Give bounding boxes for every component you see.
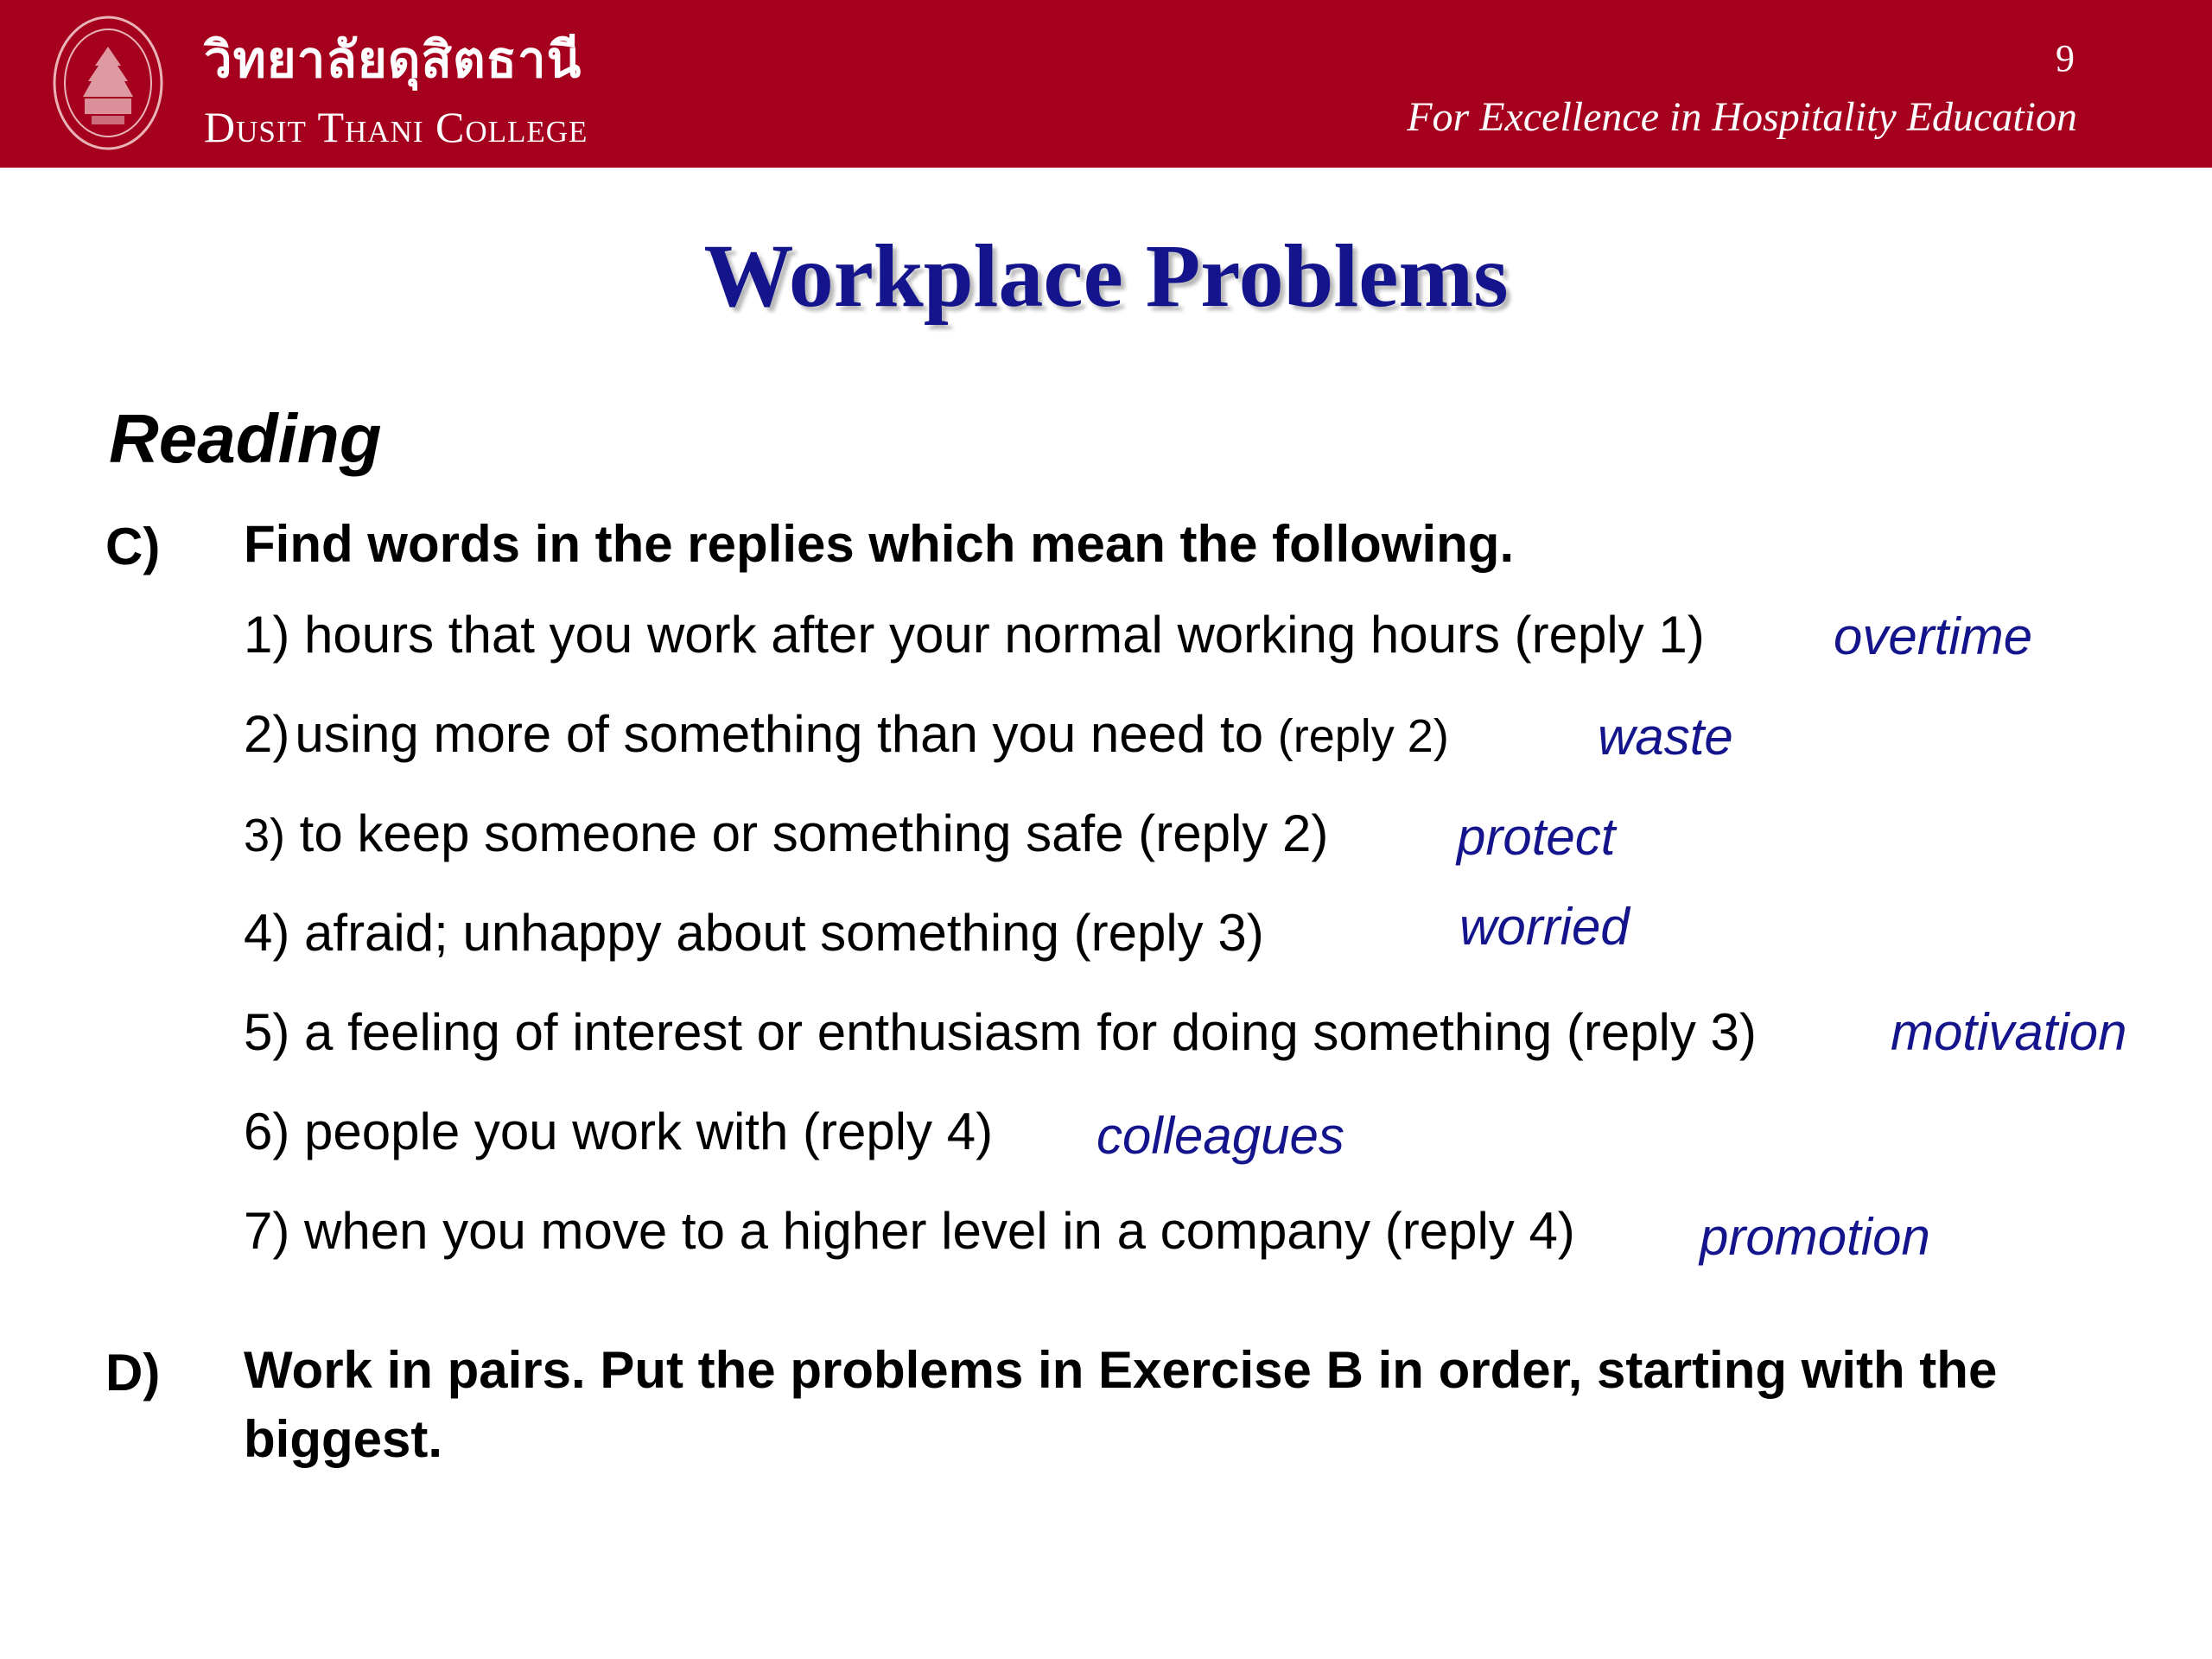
answer-word: worried: [1459, 898, 1630, 956]
page-number: 9: [2056, 37, 2075, 79]
item-number: 7): [244, 1202, 290, 1260]
item-text: hours that you work after your normal working hours (reply 1): [289, 606, 1705, 664]
college-name-english: Dusit Thani College: [204, 103, 588, 151]
answer-word: overtime: [1834, 607, 2033, 665]
answer-word: protect: [1457, 808, 1616, 866]
list-item: [244, 903, 1264, 963]
item-text: to keep someone or something safe (reply 2): [285, 804, 1329, 862]
item-text: people you work with (reply 4): [289, 1103, 994, 1160]
answer-word: motivation: [1891, 1003, 2127, 1061]
college-seal-icon: [50, 12, 166, 154]
college-tagline: For Excellence in Hospitality Education: [1407, 94, 2077, 140]
exercise-d-instruction: Work in pairs. Put the problems in Exercise B in order, starting with the biggest.: [244, 1341, 1998, 1468]
item-text: afraid; unhappy about something (reply 3): [289, 904, 1264, 962]
exercise-d-label: D): [105, 1344, 161, 1402]
item-text: a feeling of interest or enthusiasm for doing something (reply 3): [289, 1003, 1757, 1061]
header-banner: [0, 0, 2212, 168]
answer-word: colleagues: [1096, 1107, 1344, 1165]
list-item: [244, 1201, 1575, 1261]
item-text: using more of something than you need to: [295, 705, 1278, 763]
item-number: 1): [244, 606, 290, 664]
item-text: when you move to a higher level in a company (reply 4): [289, 1202, 1575, 1260]
item-number: 5): [244, 1003, 290, 1061]
item-number: 2): [244, 705, 290, 763]
exercise-c-label: C): [105, 518, 161, 575]
list-item: [244, 1102, 993, 1161]
item-number: 4): [244, 904, 290, 962]
section-heading: Reading: [109, 400, 382, 477]
answer-word: promotion: [1700, 1208, 1930, 1266]
list-item: [244, 605, 1705, 664]
list-item: [244, 804, 1328, 863]
item-number: 3): [244, 810, 286, 861]
list-item: [244, 704, 1449, 764]
college-name-thai: วิทยาลัยดุสิตธานี: [204, 30, 582, 89]
item-number: 6): [244, 1103, 290, 1160]
slide-title: Workplace Problems: [703, 226, 1509, 326]
list-item: [244, 1002, 1757, 1062]
answer-word: waste: [1598, 708, 1733, 766]
item-reply-note: (reply 2): [1277, 710, 1449, 762]
exercise-c-instruction: Find words in the replies which mean the following.: [244, 515, 1515, 573]
